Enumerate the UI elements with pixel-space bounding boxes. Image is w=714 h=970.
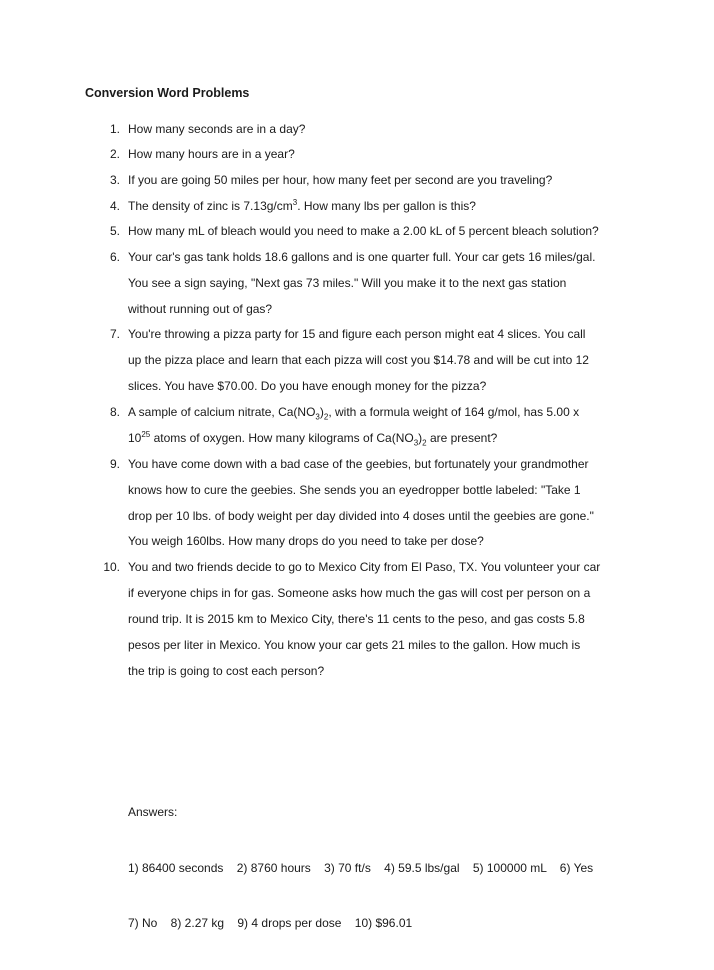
problem-number: 3.: [109, 173, 120, 187]
problem-text-line: [128, 425, 497, 451]
problem-text-line: If you are going 50 miles per hour, how many feet per second are you traveling?: [128, 173, 553, 187]
problem-number: 4.: [109, 199, 120, 213]
problem-number: 9.: [109, 457, 120, 471]
text-segment: 10: [128, 431, 142, 445]
text-segment: . How many lbs per gallon is this?: [297, 199, 476, 213]
text-segment: The density of zinc is 7.13g/cm: [128, 199, 293, 213]
text-segment: atoms of oxygen. How many kilograms of Ca(NO: [150, 431, 414, 445]
problem-text-line: You have come down with a bad case of the geebies, but fortunately your grandmother: [128, 457, 589, 471]
subscript: 2: [422, 438, 427, 448]
subscript: 2: [323, 412, 329, 422]
text-segment: ): [319, 405, 324, 419]
problem-number: 10.: [103, 560, 120, 574]
problem-text-line: How many seconds are in a day?: [128, 122, 306, 136]
subscript: 3: [315, 412, 320, 422]
answer-key: [128, 766, 593, 970]
problem-number: 5.: [109, 224, 120, 238]
text-segment: are present?: [426, 431, 498, 445]
problem-text-line: if everyone chips in for gas. Someone asks how much the gas will cost per person on a: [128, 586, 591, 600]
page-title: Conversion Word Problems: [85, 86, 250, 100]
problem-text-line: You weigh 160lbs. How many drops do you need to take per dose?: [128, 534, 484, 548]
problem-text-line: [128, 399, 579, 425]
superscript: 3: [292, 198, 298, 207]
problem-text-line: pesos per liter in Mexico. You know your car gets 21 miles to the gallon. How much is: [128, 638, 581, 652]
problem-text-line: Your car's gas tank holds 18.6 gallons and is one quarter full. Your car gets 16 miles/gal.: [128, 250, 596, 264]
problem-text-line: round trip. It is 2015 km to Mexico City, there's 11 cents to the peso, and gas costs 5.8: [128, 612, 585, 626]
answer-heading: Answers:: [128, 805, 178, 819]
problem-number: 7.: [109, 327, 120, 341]
problem-text-line: slices. You have $70.00. Do you have enough money for the pizza?: [128, 379, 487, 393]
answer-line: 7) No 8) 2.27 kg 9) 4 drops per dose 10) $96.01: [128, 916, 413, 930]
text-segment: ): [418, 431, 423, 445]
problem-text-line: How many mL of bleach would you need to make a 2.00 kL of 5 percent bleach solution?: [128, 224, 599, 238]
problem-text-line: knows how to cure the geebies. She sends you an eyedropper bottle labeled: "Take 1: [128, 483, 581, 497]
text-segment: A sample of calcium nitrate, Ca(NO: [128, 405, 316, 419]
problem-number: 8.: [109, 405, 120, 419]
problem-number: 6.: [109, 250, 120, 264]
problem-text-line: up the pizza place and learn that each pizza will cost you $14.78 and will be cut into 12: [128, 353, 589, 367]
problem-text-line: You see a sign saying, "Next gas 73 miles." Will you make it to the next gas station: [128, 276, 567, 290]
problem-text-line: the trip is going to cost each person?: [128, 664, 325, 678]
problem-text-line: You and two friends decide to go to Mexico City from El Paso, TX. You volunteer your car: [128, 560, 601, 574]
problem-text-line: How many hours are in a year?: [128, 147, 295, 161]
problem-text-line: without running out of gas?: [128, 302, 273, 316]
text-segment: , with a formula weight of 164 g/mol, has 5.00 x: [328, 405, 580, 419]
problem-number: 2.: [109, 147, 120, 161]
problem-text-line: drop per 10 lbs. of body weight per day divided into 4 doses until the geebies are gone.": [128, 509, 594, 523]
subscript: 3: [413, 438, 419, 448]
answer-line: 1) 86400 seconds 2) 8760 hours 3) 70 ft/s 4) 59.5 lbs/gal 5) 100000 mL 6) Yes: [128, 860, 594, 875]
problem-text-line: [128, 193, 476, 219]
problem-text-line: You're throwing a pizza party for 15 and figure each person might eat 4 slices. You call: [128, 327, 586, 341]
problem-number: 1.: [109, 122, 120, 136]
superscript: 25: [141, 430, 151, 439]
